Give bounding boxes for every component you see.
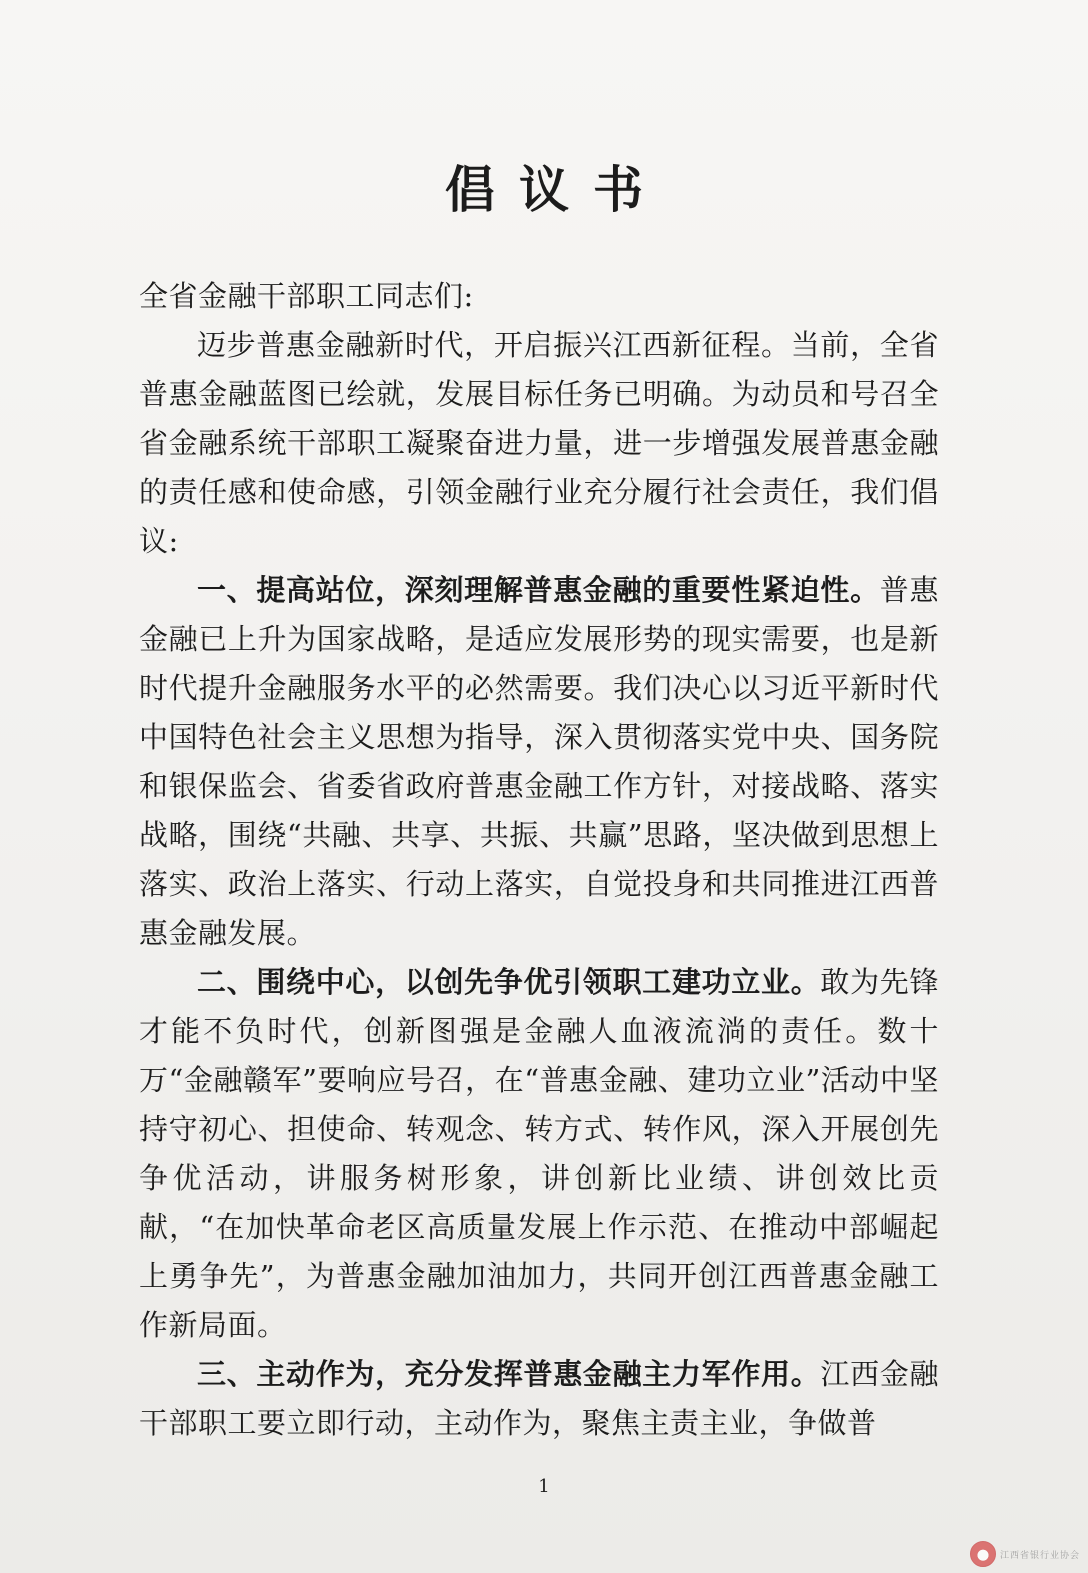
paragraph-lead: 一、提高站位，深刻理解普惠金融的重要性紧迫性。 <box>197 573 880 607</box>
paragraph-text: 敢为先锋才能不负时代，创新图强是金融人血液流淌的责任。数十万“金融赣军”要响应号召，在“普惠金融、建功立业”活动中坚持守初心、担使命、转观念、转方式、转作风，深入开展创先争优活动，讲服务树形象，讲创新比业绩、讲创效比贡献，“在加快革命老区高质量发展上作示范、在推动中部崛起上勇争先”，为普惠金融加油加力，共同开创江西普惠金融工作新局面。 <box>139 965 939 1342</box>
salutation: 全省金融干部职工同志们: <box>139 279 474 313</box>
association-logo-icon <box>970 1541 996 1567</box>
paragraph-intro <box>139 321 939 566</box>
paragraph-lead: 二、围绕中心，以创先争优引领职工建功立业。 <box>197 965 821 999</box>
paragraph-point-2 <box>139 958 939 1350</box>
watermark <box>970 1541 1080 1567</box>
paragraph-lead: 三、主动作为，充分发挥普惠金融主力军作用。 <box>197 1357 821 1391</box>
paragraph-text: 迈步普惠金融新时代，开启振兴江西新征程。当前，全省普惠金融蓝图已绘就，发展目标任务已明确。为动员和号召全省金融系统干部职工凝聚奋进力量，进一步增强发展普惠金融的责任感和使命感，引领金融行业充分履行社会责任，我们倡议: <box>139 328 939 558</box>
page-number: 1 <box>538 1476 550 1497</box>
paragraph-text: 江西金融干部职工要立即行动，主动作为，聚焦主责主业，争做普 <box>139 1357 939 1440</box>
paragraph-point-1 <box>139 566 939 958</box>
paragraph-point-3 <box>139 1350 939 1448</box>
document-title: 倡议书 <box>445 160 667 219</box>
watermark-text: 江西省银行业协会 <box>999 1550 1080 1561</box>
paragraph-text: 普惠金融已上升为国家战略，是适应发展形势的现实需要，也是新时代提升金融服务水平的必然需要。我们决心以习近平新时代中国特色社会主义思想为指导，深入贯彻落实党中央、国务院和银保监会、省委省政府普惠金融工作方针，对接战略、落实战略，围绕“共融、共享、共振、共赢”思路，坚决做到思想上落实、政治上落实、行动上落实，自觉投身和共同推进江西普惠金融发展。 <box>139 573 939 950</box>
document-body <box>139 272 939 1448</box>
